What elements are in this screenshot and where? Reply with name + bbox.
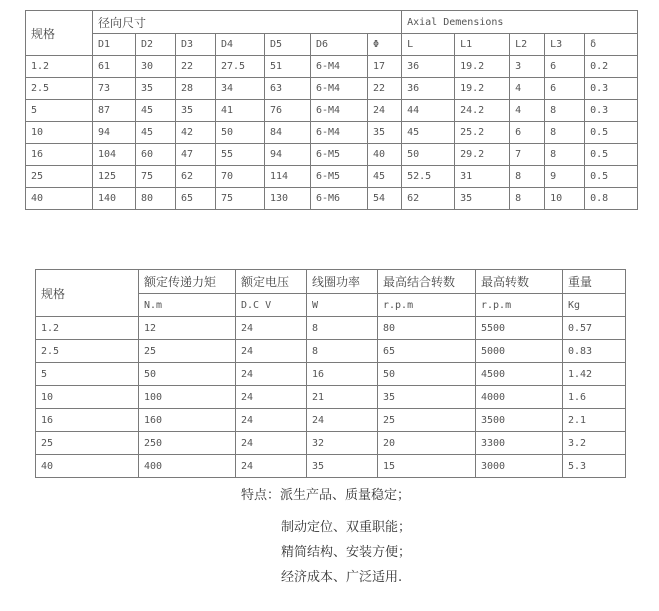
column-header: D1	[93, 34, 136, 56]
table-cell: 62	[402, 188, 455, 210]
table-row	[26, 144, 638, 166]
table-cell: 34	[216, 78, 265, 100]
table-cell: 24	[236, 340, 307, 363]
dimensions-column-header-row	[26, 34, 638, 56]
column-header: D2	[136, 34, 176, 56]
table-cell: 24	[368, 100, 402, 122]
table-cell: 35	[307, 455, 378, 478]
table-row	[36, 363, 626, 386]
feature-line: 精简结构、安装方便；	[281, 545, 412, 560]
table-cell: 130	[265, 188, 311, 210]
axial-dimensions-header: Axial Demensions	[402, 11, 638, 34]
table-row	[26, 188, 638, 210]
table-cell: 94	[265, 144, 311, 166]
table-row	[36, 340, 626, 363]
table-cell: 29.2	[455, 144, 510, 166]
table-cell: 31	[455, 166, 510, 188]
table-cell: 8	[510, 188, 545, 210]
column-header: δ	[585, 34, 638, 56]
table-cell: 24	[236, 455, 307, 478]
table-cell: 24	[307, 409, 378, 432]
table-cell: 0.8	[585, 188, 638, 210]
table-cell: 50	[216, 122, 265, 144]
specifications-table	[35, 269, 626, 478]
table-cell: 0.2	[585, 56, 638, 78]
table-cell: 24	[236, 317, 307, 340]
table-cell: 2.5	[36, 340, 139, 363]
table-cell: 6-M4	[311, 100, 368, 122]
feature-line: 特点：派生产品、质量稳定；	[241, 488, 411, 503]
table-cell: 10	[36, 386, 139, 409]
table-cell: 30	[136, 56, 176, 78]
table-cell: 42	[176, 122, 216, 144]
table-cell: 70	[216, 166, 265, 188]
specifications-header-row	[36, 270, 626, 294]
table-cell: 36	[402, 78, 455, 100]
table-cell: 6-M4	[311, 78, 368, 100]
feature-line: 经济成本、广泛适用.	[281, 570, 403, 585]
table-cell: 36	[402, 56, 455, 78]
spec-header: 规格	[36, 270, 139, 317]
table-cell: 41	[216, 100, 265, 122]
spec-header: 规格	[26, 11, 93, 56]
table-cell: 3500	[476, 409, 563, 432]
table-cell: 1.2	[26, 56, 93, 78]
table-cell: 8	[510, 166, 545, 188]
table-cell: 1.2	[36, 317, 139, 340]
table-cell: 160	[139, 409, 236, 432]
table-cell: 6	[545, 78, 585, 100]
table-cell: 32	[307, 432, 378, 455]
table-cell: 1.42	[563, 363, 626, 386]
table-cell: 35	[378, 386, 476, 409]
column-header: 线圈功率	[307, 270, 378, 294]
table-cell: 3.2	[563, 432, 626, 455]
table-cell: 24	[236, 409, 307, 432]
table-cell: 5.3	[563, 455, 626, 478]
table-cell: 7	[510, 144, 545, 166]
table-cell: 28	[176, 78, 216, 100]
table-cell: 114	[265, 166, 311, 188]
table-cell: 35	[455, 188, 510, 210]
table-cell: 16	[36, 409, 139, 432]
column-header: D6	[311, 34, 368, 56]
column-header: D3	[176, 34, 216, 56]
table-cell: 45	[136, 122, 176, 144]
table-cell: 80	[136, 188, 176, 210]
table-cell: 19.2	[455, 78, 510, 100]
table-row	[26, 166, 638, 188]
table-cell: 80	[378, 317, 476, 340]
table-cell: 19.2	[455, 56, 510, 78]
table-cell: 50	[402, 144, 455, 166]
table-cell: 2.5	[26, 78, 93, 100]
radial-dimensions-header: 径向尺寸	[93, 11, 402, 34]
table-cell: 8	[545, 122, 585, 144]
table-cell: 45	[368, 166, 402, 188]
feature-line: 制动定位、双重职能；	[281, 520, 412, 535]
table-cell: 25	[36, 432, 139, 455]
table-cell: 0.3	[585, 100, 638, 122]
table-cell: 125	[93, 166, 136, 188]
table-cell: 100	[139, 386, 236, 409]
table-row	[26, 100, 638, 122]
table-row	[36, 455, 626, 478]
unit-cell: N.m	[139, 294, 236, 317]
column-header: 重量	[563, 270, 626, 294]
table-cell: 35	[136, 78, 176, 100]
table-cell: 54	[368, 188, 402, 210]
table-cell: 5	[26, 100, 93, 122]
unit-cell: W	[307, 294, 378, 317]
table-cell: 60	[136, 144, 176, 166]
table-cell: 35	[176, 100, 216, 122]
table-cell: 400	[139, 455, 236, 478]
table-cell: 27.5	[216, 56, 265, 78]
table-row	[26, 78, 638, 100]
unit-cell: r.p.m	[476, 294, 563, 317]
table-cell: 6-M5	[311, 144, 368, 166]
table-cell: 45	[402, 122, 455, 144]
table-cell: 73	[93, 78, 136, 100]
table-cell: 6-M6	[311, 188, 368, 210]
table-cell: 25	[139, 340, 236, 363]
table-cell: 8	[545, 144, 585, 166]
table-cell: 0.3	[585, 78, 638, 100]
table-cell: 24	[236, 363, 307, 386]
table-cell: 65	[378, 340, 476, 363]
table-cell: 6-M4	[311, 122, 368, 144]
table-cell: 52.5	[402, 166, 455, 188]
table-row	[36, 432, 626, 455]
table-cell: 17	[368, 56, 402, 78]
table-cell: 62	[176, 166, 216, 188]
table-cell: 25	[26, 166, 93, 188]
column-header: D5	[265, 34, 311, 56]
table-cell: 4	[510, 78, 545, 100]
table-cell: 9	[545, 166, 585, 188]
table-cell: 76	[265, 100, 311, 122]
dimensions-group-header-row	[26, 11, 638, 34]
table-cell: 4000	[476, 386, 563, 409]
table-cell: 22	[176, 56, 216, 78]
table-cell: 8	[545, 100, 585, 122]
column-header: 最高结合转数	[378, 270, 476, 294]
table-cell: 0.5	[585, 166, 638, 188]
table-cell: 55	[216, 144, 265, 166]
table-cell: 40	[36, 455, 139, 478]
column-header: L	[402, 34, 455, 56]
table-cell: 6-M5	[311, 166, 368, 188]
table-cell: 35	[368, 122, 402, 144]
table-cell: 5500	[476, 317, 563, 340]
table-cell: 3000	[476, 455, 563, 478]
table-cell: 65	[176, 188, 216, 210]
table-cell: 44	[402, 100, 455, 122]
table-cell: 0.57	[563, 317, 626, 340]
table-cell: 3	[510, 56, 545, 78]
unit-cell: r.p.m	[378, 294, 476, 317]
table-cell: 40	[368, 144, 402, 166]
table-cell: 45	[136, 100, 176, 122]
column-header: 额定传递力矩	[139, 270, 236, 294]
table-cell: 50	[378, 363, 476, 386]
column-header: L1	[455, 34, 510, 56]
table-cell: 22	[368, 78, 402, 100]
table-cell: 10	[545, 188, 585, 210]
table-cell: 24	[236, 432, 307, 455]
table-cell: 6	[545, 56, 585, 78]
table-cell: 10	[26, 122, 93, 144]
column-header: D4	[216, 34, 265, 56]
table-cell: 5	[36, 363, 139, 386]
table-cell: 8	[307, 340, 378, 363]
column-header: L3	[545, 34, 585, 56]
table-cell: 4500	[476, 363, 563, 386]
table-cell: 75	[216, 188, 265, 210]
table-cell: 21	[307, 386, 378, 409]
table-cell: 12	[139, 317, 236, 340]
table-cell: 40	[26, 188, 93, 210]
column-header: Φ	[368, 34, 402, 56]
table-cell: 61	[93, 56, 136, 78]
table-cell: 94	[93, 122, 136, 144]
table-cell: 47	[176, 144, 216, 166]
table-row	[36, 409, 626, 432]
table-row	[36, 386, 626, 409]
table-cell: 104	[93, 144, 136, 166]
column-header: L2	[510, 34, 545, 56]
table-cell: 0.5	[585, 144, 638, 166]
table-cell: 5000	[476, 340, 563, 363]
column-header: 额定电压	[236, 270, 307, 294]
table-cell: 6	[510, 122, 545, 144]
table-row	[26, 56, 638, 78]
table-cell: 4	[510, 100, 545, 122]
table-cell: 16	[26, 144, 93, 166]
table-cell: 8	[307, 317, 378, 340]
table-cell: 3300	[476, 432, 563, 455]
table-cell: 0.5	[585, 122, 638, 144]
unit-cell: Kg	[563, 294, 626, 317]
table-cell: 1.6	[563, 386, 626, 409]
unit-cell: D.C V	[236, 294, 307, 317]
table-cell: 24	[236, 386, 307, 409]
table-cell: 75	[136, 166, 176, 188]
table-cell: 140	[93, 188, 136, 210]
table-cell: 0.83	[563, 340, 626, 363]
table-cell: 20	[378, 432, 476, 455]
column-header: 最高转数	[476, 270, 563, 294]
table-row	[36, 317, 626, 340]
table-cell: 15	[378, 455, 476, 478]
table-cell: 87	[93, 100, 136, 122]
table-cell: 51	[265, 56, 311, 78]
table-cell: 25.2	[455, 122, 510, 144]
table-cell: 25	[378, 409, 476, 432]
table-cell: 250	[139, 432, 236, 455]
table-cell: 6-M4	[311, 56, 368, 78]
table-cell: 84	[265, 122, 311, 144]
dimensions-table	[25, 10, 638, 210]
table-cell: 24.2	[455, 100, 510, 122]
table-cell: 2.1	[563, 409, 626, 432]
table-cell: 50	[139, 363, 236, 386]
table-cell: 63	[265, 78, 311, 100]
table-row	[26, 122, 638, 144]
table-cell: 16	[307, 363, 378, 386]
